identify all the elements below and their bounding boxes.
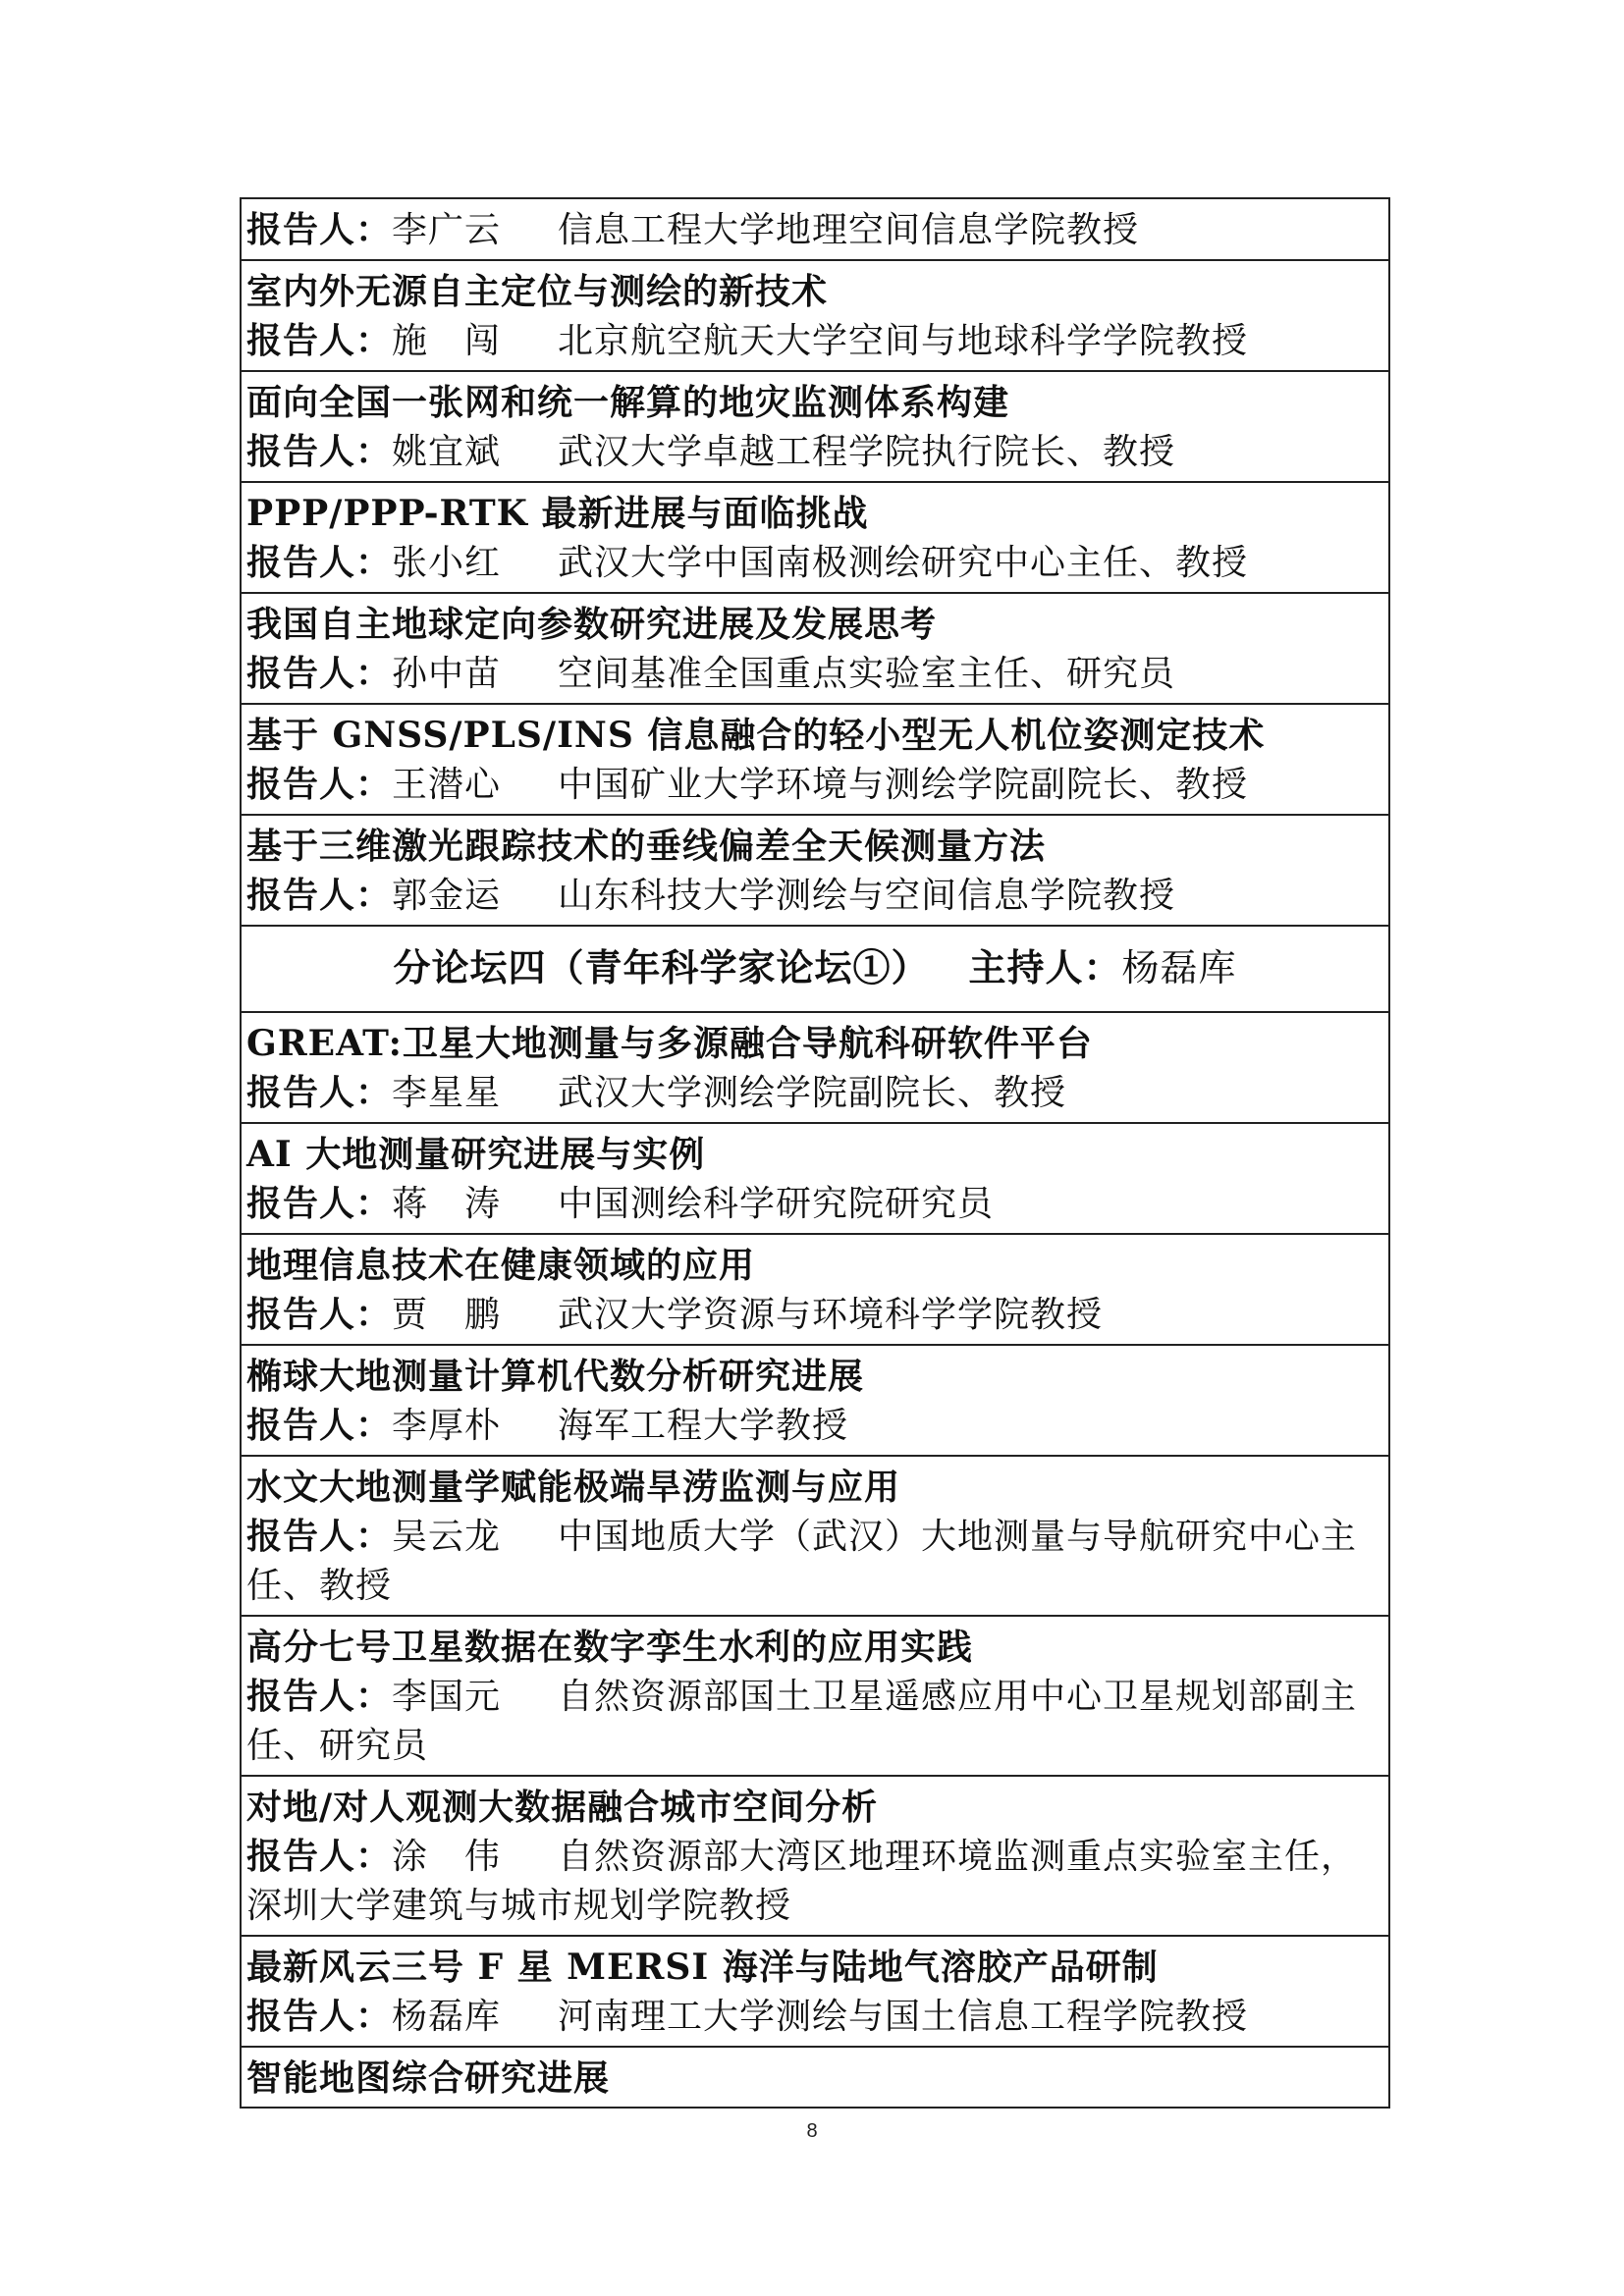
reporter-line xyxy=(246,760,1382,810)
reporter-line xyxy=(246,1179,1382,1229)
reporter-name: 杨磊库 xyxy=(392,1997,502,2037)
reporter-label: 报告人： xyxy=(246,1294,393,1335)
talk-title: 智能地图综合研究进展 xyxy=(246,2057,611,2099)
reporter-name: 李国元 xyxy=(392,1677,502,1717)
table-row xyxy=(242,592,1388,703)
talk-title: PPP/PPP-RTK 最新进展与面临挑战 xyxy=(246,493,869,534)
table-row xyxy=(242,2046,1388,2107)
reporter-affiliation: 海军工程大学教授 xyxy=(558,1406,849,1446)
schedule-table xyxy=(240,197,1390,2109)
table-row xyxy=(242,199,1388,259)
reporter-affiliation: 空间基准全国重点实验室主任、研究员 xyxy=(558,654,1176,694)
reporter-affiliation: 中国地质大学（武汉）大地测量与导航研究中心主任、教授 xyxy=(246,1517,1358,1606)
table-row xyxy=(242,370,1388,481)
reporter-label: 报告人： xyxy=(246,431,393,472)
reporter-line xyxy=(246,1290,1382,1340)
reporter-name: 孙中苗 xyxy=(392,654,502,694)
reporter-line xyxy=(246,1068,1382,1118)
chair-label: 主持人： xyxy=(968,945,1122,989)
reporter-label: 报告人： xyxy=(246,542,393,583)
talk-title: 高分七号卫星数据在数字孪生水利的应用实践 xyxy=(246,1627,974,1668)
reporter-line xyxy=(246,1992,1382,2042)
reporter-line xyxy=(246,649,1382,699)
reporter-affiliation: 自然资源部大湾区地理环境监测重点实验室主任，深圳大学建筑与城市规划学院教授 xyxy=(246,1837,1358,1926)
talk-title: 基于 GNSS/PLS/INS 信息融合的轻小型无人机位姿测定技术 xyxy=(246,715,1266,756)
table-row xyxy=(242,1233,1388,1344)
table-row xyxy=(242,1344,1388,1455)
table-row xyxy=(242,1775,1388,1935)
reporter-label: 报告人： xyxy=(246,1405,393,1446)
reporter-line xyxy=(246,316,1382,366)
table-row xyxy=(242,814,1388,925)
talk-title: 面向全国一张网和统一解算的地灾监测体系构建 xyxy=(246,382,1010,423)
forum-header xyxy=(247,940,1382,995)
reporter-name: 郭金运 xyxy=(392,876,502,916)
reporter-label: 报告人： xyxy=(246,875,393,916)
table-row xyxy=(242,481,1388,592)
reporter-line xyxy=(246,1401,1382,1451)
reporter-line xyxy=(246,871,1382,921)
table-row xyxy=(242,1122,1388,1233)
reporter-name: 张小红 xyxy=(392,543,502,583)
reporter-label: 报告人： xyxy=(246,209,393,250)
reporter-name: 吴云龙 xyxy=(392,1517,502,1557)
talk-title: 对地/对人观测大数据融合城市空间分析 xyxy=(246,1787,879,1828)
reporter-affiliation: 自然资源部国土卫星遥感应用中心卫星规划部副主任、研究员 xyxy=(246,1677,1358,1766)
reporter-affiliation: 北京航空航天大学空间与地球科学学院教授 xyxy=(558,321,1249,361)
reporter-affiliation: 武汉大学测绘学院副院长、教授 xyxy=(558,1073,1067,1113)
table-row xyxy=(242,703,1388,814)
page-number: 8 xyxy=(806,2120,818,2142)
talk-title: 室内外无源自主定位与测绘的新技术 xyxy=(246,271,829,312)
talk-title: 椭球大地测量计算机代数分析研究进展 xyxy=(246,1356,865,1397)
reporter-label: 报告人： xyxy=(246,653,393,694)
reporter-affiliation: 河南理工大学测绘与国土信息工程学院教授 xyxy=(558,1997,1249,2037)
table-row xyxy=(242,1455,1388,1615)
reporter-line xyxy=(246,205,1382,255)
talk-title: 地理信息技术在健康领域的应用 xyxy=(246,1245,756,1286)
reporter-label: 报告人： xyxy=(246,1072,393,1113)
reporter-affiliation: 武汉大学卓越工程学院执行院长、教授 xyxy=(558,432,1176,472)
talk-title: 我国自主地球定向参数研究进展及发展思考 xyxy=(246,604,938,645)
table-row xyxy=(242,259,1388,370)
reporter-affiliation: 武汉大学资源与环境科学学院教授 xyxy=(558,1295,1104,1335)
forum-title: 分论坛四（青年科学家论坛①） xyxy=(393,945,930,989)
reporter-name: 涂 伟 xyxy=(392,1837,502,1877)
reporter-label: 报告人： xyxy=(246,1676,393,1717)
reporter-name: 贾 鹏 xyxy=(392,1295,502,1335)
reporter-affiliation: 中国测绘科学研究院研究员 xyxy=(558,1184,995,1224)
reporter-name: 李星星 xyxy=(392,1073,502,1113)
reporter-affiliation: 武汉大学中国南极测绘研究中心主任、教授 xyxy=(558,543,1249,583)
reporter-name: 李广云 xyxy=(392,210,502,250)
reporter-line xyxy=(246,1672,1382,1771)
talk-title: 基于三维激光跟踪技术的垂线偏差全天候测量方法 xyxy=(246,826,1047,867)
reporter-name: 蒋 涛 xyxy=(392,1184,502,1224)
talk-title: GREAT:卫星大地测量与多源融合导航科研软件平台 xyxy=(246,1023,1093,1064)
reporter-line xyxy=(246,1512,1382,1611)
reporter-name: 施 闯 xyxy=(392,321,502,361)
table-row xyxy=(242,1011,1388,1122)
reporter-name: 姚宜斌 xyxy=(392,432,502,472)
reporter-label: 报告人： xyxy=(246,764,393,805)
reporter-affiliation: 山东科技大学测绘与空间信息学院教授 xyxy=(558,876,1176,916)
talk-title: AI 大地测量研究进展与实例 xyxy=(246,1134,706,1175)
reporter-affiliation: 中国矿业大学环境与测绘学院副院长、教授 xyxy=(558,765,1249,805)
table-row xyxy=(242,1615,1388,1775)
talk-title: 水文大地测量学赋能极端旱涝监测与应用 xyxy=(246,1467,901,1508)
reporter-label: 报告人： xyxy=(246,1836,393,1877)
reporter-label: 报告人： xyxy=(246,320,393,361)
forum-header-row xyxy=(242,925,1388,1011)
reporter-name: 李厚朴 xyxy=(392,1406,502,1446)
reporter-name: 王潜心 xyxy=(392,765,502,805)
reporter-line xyxy=(246,427,1382,477)
talk-title: 最新风云三号 F 星 MERSI 海洋与陆地气溶胶产品研制 xyxy=(246,1947,1159,1988)
reporter-line xyxy=(246,1832,1382,1931)
table-row xyxy=(242,1935,1388,2046)
reporter-label: 报告人： xyxy=(246,1996,393,2037)
reporter-label: 报告人： xyxy=(246,1183,393,1224)
reporter-label: 报告人： xyxy=(246,1516,393,1557)
chair-name: 杨磊库 xyxy=(1121,946,1237,989)
reporter-affiliation: 信息工程大学地理空间信息学院教授 xyxy=(558,210,1140,250)
reporter-line xyxy=(246,538,1382,588)
